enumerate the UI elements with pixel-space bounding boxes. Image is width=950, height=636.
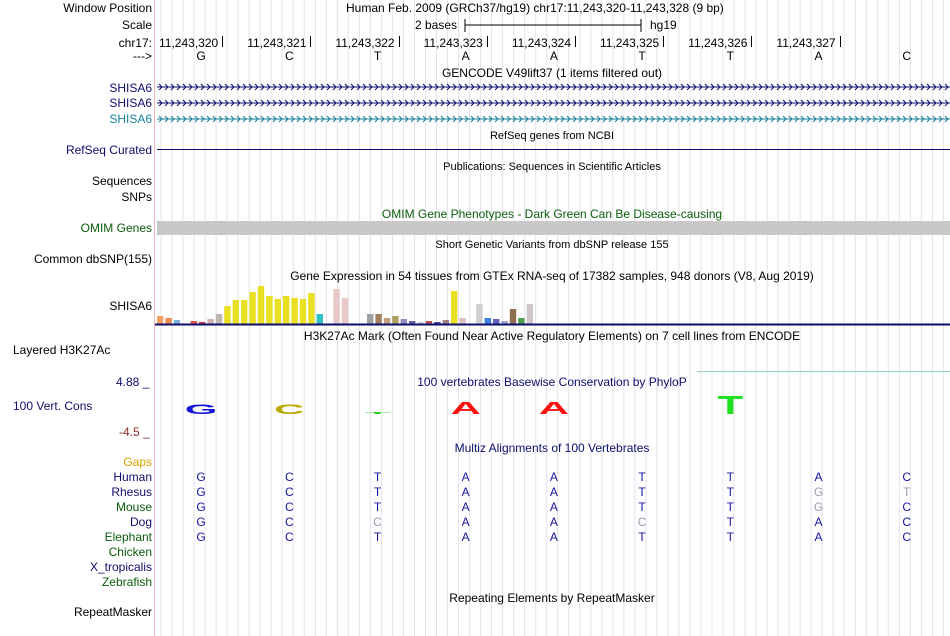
- gtex-bar[interactable]: [518, 318, 524, 324]
- gtex-bar[interactable]: [174, 320, 180, 324]
- scale-bar: [463, 18, 643, 34]
- gene-line[interactable]: [157, 116, 950, 122]
- gtex-bar[interactable]: [233, 300, 239, 324]
- multiz-base: T: [373, 470, 382, 484]
- multiz-base: A: [461, 530, 470, 544]
- multiz-species-label[interactable]: Elephant: [104, 530, 152, 544]
- multiz-base: T: [726, 500, 734, 514]
- position-label: 11,243,324: [511, 36, 571, 50]
- multiz-base: T: [638, 500, 646, 514]
- gtex-bar[interactable]: [459, 318, 465, 324]
- multiz-base: C: [902, 470, 912, 484]
- gtex-bar[interactable]: [510, 309, 516, 324]
- gtex-bar[interactable]: [275, 299, 281, 324]
- multiz-base: A: [549, 485, 558, 499]
- gtex-bar[interactable]: [342, 298, 348, 324]
- multiz-base: A: [549, 470, 558, 484]
- sequence-base: T: [726, 49, 734, 63]
- multiz-base: G: [196, 500, 206, 514]
- multiz-base: T: [638, 485, 646, 499]
- multiz-base: C: [284, 530, 294, 544]
- position-label: 11,243,321: [247, 36, 307, 50]
- refseq-gene-line[interactable]: [157, 149, 950, 150]
- multiz-base: A: [549, 530, 558, 544]
- position-label: 11,243,322: [335, 36, 395, 50]
- gtex-bar[interactable]: [493, 319, 499, 324]
- phylop-letter: T: [364, 411, 391, 415]
- sequence-base: C: [902, 49, 912, 63]
- repeatmasker-label[interactable]: RepeatMasker: [73, 605, 152, 619]
- multiz-base: A: [549, 500, 558, 514]
- omim-label[interactable]: OMIM Genes: [80, 221, 152, 235]
- gencode-item-1[interactable]: SHISA6: [109, 81, 152, 95]
- dbsnp-track-title: Short Genetic Variants from dbSNP release 155: [435, 239, 669, 251]
- gtex-bar[interactable]: [485, 318, 491, 324]
- pubs-sequences-label[interactable]: Sequences: [91, 174, 152, 188]
- h3k27ac-track-title: H3K27Ac Mark (Often Found Near Active Regulatory Elements) on 7 cell lines from ENCODE: [303, 329, 801, 343]
- multiz-base: C: [902, 500, 912, 514]
- sequence-base: A: [549, 49, 558, 63]
- gtex-track-title: Gene Expression in 54 tissues from GTEx RNA-seq of 17382 samples, 948 donors (V8, Aug 2019): [290, 269, 814, 283]
- gtex-bar[interactable]: [216, 314, 222, 324]
- position-label: 11,243,326: [688, 36, 748, 50]
- position-label: 11,243,325: [600, 36, 660, 50]
- gtex-bar[interactable]: [291, 298, 297, 324]
- gtex-bar[interactable]: [527, 304, 533, 324]
- multiz-base: C: [902, 515, 912, 529]
- multiz-base: T: [726, 470, 734, 484]
- multiz-base: G: [813, 485, 824, 499]
- multiz-base: C: [284, 500, 294, 514]
- window-position-value: Human Feb. 2009 (GRCh37/hg19) chr17:11,243,320-11,243,328 (9 bp): [346, 1, 724, 15]
- gtex-label[interactable]: SHISA6: [109, 299, 152, 313]
- gtex-bar[interactable]: [224, 306, 230, 324]
- multiz-base: A: [461, 500, 470, 514]
- phylop-max-label: 4.88 _: [116, 375, 150, 389]
- gtex-bar[interactable]: [443, 320, 449, 324]
- gtex-bar[interactable]: [317, 314, 323, 324]
- gtex-bar[interactable]: [401, 319, 407, 324]
- pubs-track-title: Publications: Sequences in Scientific Articles: [443, 161, 661, 173]
- phylop-letter: A: [538, 398, 570, 418]
- omim-track-title: OMIM Gene Phenotypes - Dark Green Can Be Disease-causing: [381, 207, 723, 221]
- chrom-label: chr17:: [118, 36, 152, 50]
- multiz-species-label[interactable]: Human: [113, 470, 152, 484]
- multiz-base: C: [284, 515, 294, 529]
- multiz-base: T: [726, 515, 734, 529]
- phylop-letter: G: [184, 401, 218, 418]
- multiz-species-label[interactable]: Chicken: [108, 545, 152, 559]
- gencode-item-2[interactable]: SHISA6: [109, 96, 152, 110]
- scale-text: 2 bases: [415, 18, 458, 32]
- gtex-bar[interactable]: [249, 292, 255, 324]
- phylop-track-title: 100 vertebrates Basewise Conservation by PhyloP: [417, 375, 687, 389]
- gene-line[interactable]: [157, 100, 950, 106]
- gtex-bar[interactable]: [241, 300, 247, 324]
- multiz-base: C: [284, 470, 294, 484]
- gtex-bar[interactable]: [157, 316, 163, 324]
- gene-line[interactable]: [157, 84, 950, 90]
- multiz-species-label[interactable]: Zebrafish: [101, 575, 152, 589]
- multiz-base: T: [373, 500, 382, 514]
- gtex-bar[interactable]: [258, 286, 264, 324]
- repeatmasker-track-title: Repeating Elements by RepeatMasker: [449, 591, 655, 605]
- multiz-base: A: [461, 515, 470, 529]
- gtex-bar[interactable]: [308, 293, 314, 324]
- multiz-base: T: [638, 530, 646, 544]
- multiz-base: T: [638, 470, 646, 484]
- strand-label: --->: [133, 49, 152, 63]
- gtex-bar-graph[interactable]: [155, 282, 950, 327]
- omim-bar[interactable]: [157, 221, 950, 235]
- multiz-base: T: [903, 485, 911, 499]
- position-label: 11,243,327: [776, 36, 836, 50]
- multiz-base: G: [196, 470, 206, 484]
- dbsnp-label[interactable]: Common dbSNP(155): [33, 252, 152, 266]
- multiz-track-title: Multiz Alignments of 100 Vertebrates: [454, 441, 650, 455]
- multiz-base: T: [726, 530, 734, 544]
- multiz-base: C: [902, 530, 912, 544]
- multiz-base: T: [373, 530, 382, 544]
- gtex-bar[interactable]: [165, 318, 171, 324]
- position-label: 11,243,320: [159, 36, 219, 50]
- multiz-base: A: [461, 470, 470, 484]
- gencode-track-title: GENCODE V49lift37 (1 items filtered out): [441, 66, 663, 80]
- multiz-species-label[interactable]: Dog: [129, 515, 152, 529]
- scale-assembly: hg19: [650, 18, 677, 32]
- window-position-label: Window Position: [63, 1, 152, 15]
- phylop-logo[interactable]: [157, 394, 950, 418]
- multiz-species-label[interactable]: Rhesus: [111, 485, 152, 499]
- phylop-letter: C: [274, 401, 305, 418]
- multiz-base: G: [196, 485, 206, 499]
- gtex-bar[interactable]: [375, 314, 381, 324]
- multiz-base: T: [373, 485, 382, 499]
- gtex-bar[interactable]: [266, 296, 272, 324]
- phylop-label[interactable]: 100 Vert. Cons: [13, 399, 93, 413]
- multiz-species-label[interactable]: X_tropicalis: [89, 560, 152, 574]
- gtex-bar[interactable]: [300, 299, 306, 324]
- phylop-letter: A: [450, 398, 481, 418]
- position-label: 11,243,323: [423, 36, 483, 50]
- gtex-bar[interactable]: [333, 289, 339, 324]
- position-tick: [840, 36, 841, 47]
- sequence-base: A: [814, 49, 823, 63]
- sequence-base: A: [461, 49, 470, 63]
- gtex-bar[interactable]: [283, 296, 289, 324]
- multiz-base: A: [814, 515, 823, 529]
- gtex-bar[interactable]: [476, 304, 482, 324]
- refseq-label[interactable]: RefSeq Curated: [65, 143, 152, 157]
- multiz-base: A: [814, 470, 823, 484]
- multiz-base: T: [726, 485, 734, 499]
- gtex-bar[interactable]: [451, 291, 457, 324]
- sequence-base: G: [196, 49, 206, 63]
- multiz-base: G: [196, 530, 206, 544]
- gtex-bar[interactable]: [367, 314, 373, 324]
- multiz-species-label[interactable]: Mouse: [115, 500, 152, 514]
- multiz-base: C: [637, 515, 647, 529]
- multiz-gaps-label[interactable]: Gaps: [123, 455, 152, 469]
- scale-label: Scale: [121, 18, 152, 32]
- gtex-bar[interactable]: [384, 318, 390, 324]
- phylop-letter: T: [717, 394, 744, 418]
- multiz-base: A: [461, 485, 470, 499]
- gtex-bar[interactable]: [392, 316, 398, 324]
- gencode-item-3[interactable]: SHISA6: [109, 112, 152, 126]
- multiz-base: G: [196, 515, 206, 529]
- h3k27ac-signal-line: [697, 371, 950, 372]
- multiz-base: A: [814, 530, 823, 544]
- gtex-bar[interactable]: [207, 319, 213, 324]
- gencode-gene-lines[interactable]: [157, 80, 950, 128]
- sequence-base: T: [638, 49, 646, 63]
- multiz-base: G: [813, 500, 824, 514]
- refseq-track-title: RefSeq genes from NCBI: [489, 130, 615, 142]
- multiz-base: C: [373, 515, 382, 529]
- multiz-base: A: [549, 515, 558, 529]
- pubs-snps-label[interactable]: SNPs: [121, 190, 152, 204]
- h3k27ac-label[interactable]: Layered H3K27Ac: [13, 343, 111, 357]
- multiz-base: C: [284, 485, 294, 499]
- phylop-min-label: -4.5 _: [119, 425, 150, 439]
- sequence-base: C: [284, 49, 294, 63]
- sequence-base: T: [373, 49, 382, 63]
